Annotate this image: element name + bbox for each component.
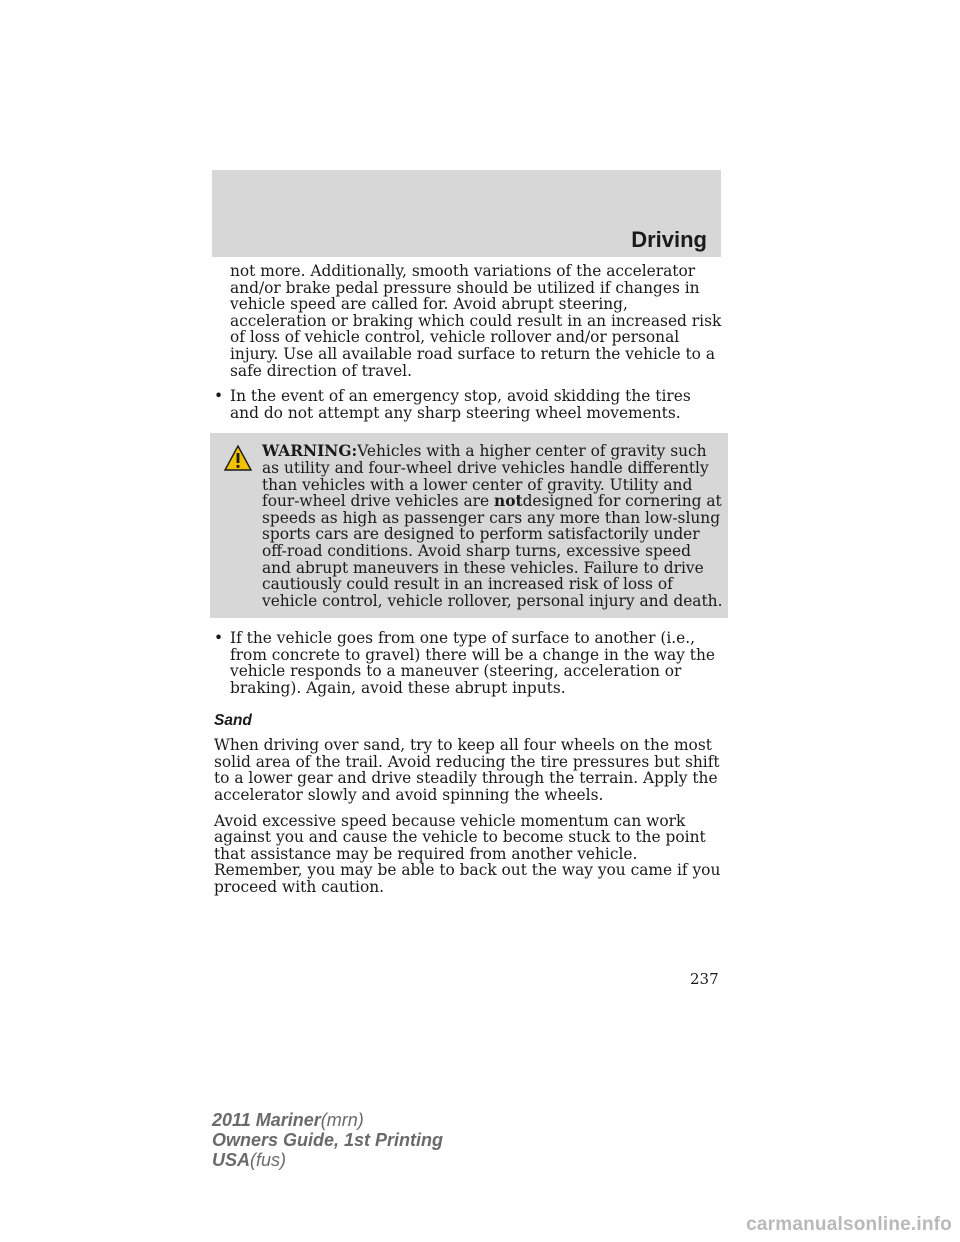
footer-line-3 [212, 1150, 443, 1170]
bullet-item-emergency-stop [214, 388, 724, 421]
sand-paragraph-1: When driving over sand, try to keep all four wheels on the most solid area of the trail. Avoid reducing the tire pressures but shift to a lower gear and drive steadily through the terrain. Apply the accelerator slowly and avoid spinning the wheels. [214, 736, 720, 805]
page-number: 237 [690, 970, 719, 988]
sand-heading: Sand [214, 711, 252, 729]
footer-market-code: (fus) [250, 1150, 287, 1170]
warning-text-b: designed for cornering at speeds as high as passenger cars any more than low-slung sports cars are designed to perform satisfactorily under off-road conditions. Avoid sharp turns, excessive speed and abrupt maneuvers in these vehicles. Failure to drive cautiously could result in an increased risk of loss of vehicle control, vehicle rollover, personal injury and death. [262, 492, 723, 610]
print-footer [212, 1110, 443, 1170]
bullet-text: If the vehicle goes from one type of surface to another (i.e., from concrete to gravel) there will be a change in the way the vehicle responds to a maneuver (steering, acceleration or braking). Again, avoid these abrupt inputs. [230, 629, 715, 698]
bullet-dot: • [214, 387, 224, 406]
continuation-paragraph: not more. Additionally, smooth variations of the accelerator and/or brake pedal pressure should be utilized if changes in vehicle speed are called for. Avoid abrupt steering, acceleration or braking which could result in an increased risk of loss of vehicle control, vehicle rollover and/or personal injury. Use all available road surface to return the vehicle to a safe direction of travel. [230, 262, 722, 380]
section-title: Driving [631, 227, 707, 252]
bullet-item-surface-change [214, 630, 724, 696]
warning-triangle-icon [224, 445, 252, 471]
warning-label: WARNING: [262, 442, 358, 461]
footer-model-code: (mrn) [320, 1110, 364, 1130]
page-content [214, 263, 724, 905]
warning-emphasis: not [494, 492, 523, 511]
sand-paragraph-2: Avoid excessive speed because vehicle momentum can work against you and cause the vehicle to become stuck to the point that assistance may be required from another vehicle. Remember, you may be able to back out the way you came if you proceed with caution. [214, 811, 721, 896]
warning-box [210, 433, 728, 618]
bullet-text: In the event of an emergency stop, avoid skidding the tires and do not attempt any sharp steering wheel movements. [230, 387, 691, 422]
section-header-band [212, 170, 721, 257]
footer-line-2: Owners Guide, 1st Printing [212, 1130, 444, 1150]
warning-text-a: Vehicles with a higher center of gravity such as utility and four-wheel drive vehicles handle differently than vehicles with a lower center of gravity. Utility and four-wheel drive vehicles are [262, 442, 709, 511]
footer-line-1 [212, 1110, 443, 1130]
warning-text [214, 443, 724, 609]
footer-model: 2011 Mariner [212, 1110, 321, 1130]
bullet-dot: • [214, 629, 224, 648]
watermark-text: carmanualsonline.info [746, 1214, 952, 1235]
footer-market: USA [212, 1150, 251, 1170]
